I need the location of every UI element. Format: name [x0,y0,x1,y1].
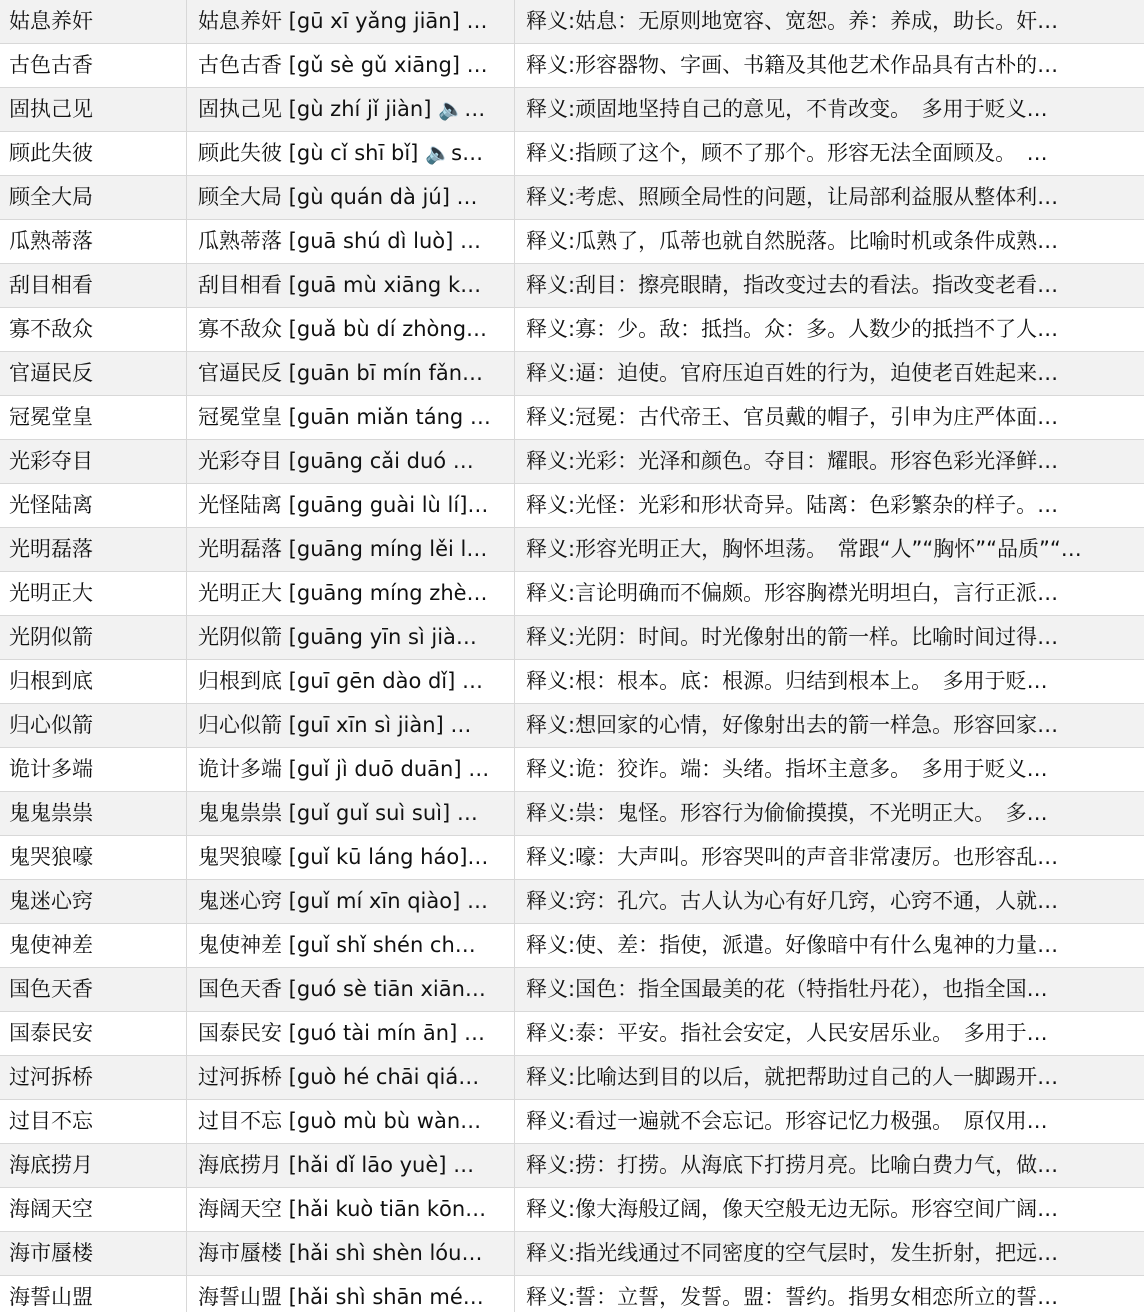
idiom-cell[interactable]: 过河拆桥 [0,1056,187,1099]
table-row[interactable] [0,616,1144,660]
idiom-cell[interactable]: 顾此失彼 [0,132,187,175]
table-row[interactable] [0,792,1144,836]
meaning-cell[interactable]: 释义:逼：迫使。官府压迫百姓的行为，迫使老百姓起来… [526,361,1059,385]
pinyin-cell[interactable]: 姑息养奸 [gū xī yǎng jiān] … [187,0,515,43]
meaning-cell[interactable]: 释义:瓜熟了，瓜蒂也就自然脱落。比喻时机或条件成熟… [526,229,1059,253]
table-row[interactable] [0,1188,1144,1232]
pinyin-cell[interactable]: 鬼迷心窍 [guǐ mí xīn qiào] … [187,880,515,923]
idiom-cell[interactable]: 鬼哭狼嚎 [0,836,187,879]
table-row[interactable] [0,880,1144,924]
meaning-cell[interactable]: 释义:指顾了这个，顾不了那个。形容无法全面顾及。 … [526,141,1048,165]
pinyin-cell[interactable]: 光彩夺目 [guāng cǎi duó … [187,440,515,483]
pinyin-cell[interactable]: 光阴似箭 [guāng yīn sì jià… [187,616,515,659]
idiom-cell[interactable]: 海底捞月 [0,1144,187,1187]
pinyin-cell[interactable]: 鬼使神差 [guǐ shǐ shén ch… [187,924,515,967]
pinyin-cell[interactable]: 官逼民反 [guān bī mín fǎn… [187,352,515,395]
idiom-cell[interactable]: 光阴似箭 [0,616,187,659]
pinyin-cell[interactable]: 过河拆桥 [guò hé chāi qiá… [187,1056,515,1099]
pinyin-cell[interactable]: 瓜熟蒂落 [guā shú dì luò] … [187,220,515,263]
table-row[interactable] [0,0,1144,44]
table-row[interactable] [0,572,1144,616]
meaning-cell[interactable]: 释义:诡：狡诈。端：头绪。指坏主意多。 多用于贬义… [526,757,1048,781]
pinyin-cell[interactable]: 海阔天空 [hǎi kuò tiān kōn… [187,1188,515,1231]
pinyin-cell[interactable]: 刮目相看 [guā mù xiāng k… [187,264,515,307]
meaning-cell[interactable]: 释义:寡：少。敌：抵挡。众：多。人数少的抵挡不了人… [526,317,1059,341]
meaning-cell[interactable]: 释义:光怪：光彩和形状奇异。陆离：色彩繁杂的样子。… [526,493,1059,517]
pinyin-cell[interactable]: 顾此失彼 [gù cǐ shī bǐ] 🔈s… [187,132,515,175]
idiom-cell[interactable]: 冠冕堂皇 [0,396,187,439]
pinyin-cell[interactable]: 鬼鬼祟祟 [guǐ guǐ suì suì] … [187,792,515,835]
table-row[interactable] [0,968,1144,1012]
pinyin-cell[interactable]: 光明正大 [guāng míng zhè… [187,572,515,615]
meaning-cell[interactable]: 释义:想回家的心情，好像射出去的箭一样急。形容回家… [526,713,1059,737]
pinyin-cell[interactable]: 光明磊落 [guāng míng lěi l… [187,528,515,571]
pinyin-cell[interactable]: 过目不忘 [guò mù bù wàn… [187,1100,515,1143]
table-row[interactable] [0,1012,1144,1056]
pinyin-cell[interactable]: 海誓山盟 [hǎi shì shān mé… [187,1276,515,1312]
table-row[interactable] [0,176,1144,220]
idiom-cell[interactable]: 瓜熟蒂落 [0,220,187,263]
idiom-cell[interactable]: 姑息养奸 [0,0,187,43]
idiom-cell[interactable]: 刮目相看 [0,264,187,307]
pinyin-cell[interactable]: 鬼哭狼嚎 [guǐ kū láng háo]… [187,836,515,879]
meaning-cell[interactable]: 释义:冠冕：古代帝王、官员戴的帽子，引申为庄严体面… [526,405,1059,429]
meaning-cell[interactable]: 释义:比喻达到目的以后，就把帮助过自己的人一脚踢开… [526,1065,1059,1089]
pinyin-cell[interactable]: 古色古香 [gǔ sè gǔ xiāng] … [187,44,515,87]
meaning-cell[interactable]: 释义:姑息：无原则地宽容、宽恕。养：养成，助长。奸… [526,9,1059,33]
pinyin-cell[interactable]: 国泰民安 [guó tài mín ān] … [187,1012,515,1055]
idiom-cell[interactable]: 国色天香 [0,968,187,1011]
pinyin-cell[interactable]: 冠冕堂皇 [guān miǎn táng … [187,396,515,439]
table-row[interactable] [0,44,1144,88]
idiom-cell[interactable]: 国泰民安 [0,1012,187,1055]
meaning-cell[interactable]: 释义:顽固地坚持自己的意见，不肯改变。 多用于贬义… [526,97,1048,121]
pinyin-cell[interactable]: 归根到底 [guī gēn dào dǐ] … [187,660,515,703]
table-row[interactable] [0,440,1144,484]
meaning-cell[interactable]: 释义:考虑、照顾全局性的问题，让局部利益服从整体利… [526,185,1059,209]
meaning-cell[interactable]: 释义:刮目：擦亮眼睛，指改变过去的看法。指改变老看… [526,273,1059,297]
meaning-cell[interactable]: 释义:捞：打捞。从海底下打捞月亮。比喻白费力气，做… [526,1153,1059,1177]
idiom-cell[interactable]: 光彩夺目 [0,440,187,483]
table-row[interactable] [0,352,1144,396]
table-row[interactable] [0,704,1144,748]
meaning-cell[interactable]: 释义:指光线通过不同密度的空气层时，发生折射，把远… [526,1241,1059,1265]
table-row[interactable] [0,1100,1144,1144]
idiom-cell[interactable]: 鬼使神差 [0,924,187,967]
pinyin-cell[interactable]: 固执己见 [gù zhí jǐ jiàn] 🔈… [187,88,515,131]
idiom-cell[interactable]: 光明磊落 [0,528,187,571]
pinyin-cell[interactable]: 寡不敌众 [guǎ bù dí zhòng… [187,308,515,351]
idiom-cell[interactable]: 鬼迷心窍 [0,880,187,923]
meaning-cell[interactable]: 释义:窍：孔穴。古人认为心有好几窍，心窍不通，人就… [526,889,1059,913]
meaning-cell[interactable]: 释义:看过一遍就不会忘记。形容记忆力极强。 原仅用… [526,1109,1048,1133]
meaning-cell[interactable]: 释义:言论明确而不偏颇。形容胸襟光明坦白，言行正派… [526,581,1059,605]
meaning-cell[interactable]: 释义:根：根本。底：根源。归结到根本上。 多用于贬… [526,669,1048,693]
idiom-cell[interactable]: 光明正大 [0,572,187,615]
table-row[interactable] [0,264,1144,308]
meaning-cell[interactable]: 释义:泰：平安。指社会安定，人民安居乐业。 多用于… [526,1021,1048,1045]
idiom-cell[interactable]: 过目不忘 [0,1100,187,1143]
table-row[interactable] [0,1276,1144,1312]
idiom-cell[interactable]: 寡不敌众 [0,308,187,351]
table-row[interactable] [0,836,1144,880]
pinyin-cell[interactable]: 海底捞月 [hǎi dǐ lāo yuè] … [187,1144,515,1187]
idiom-cell[interactable]: 归心似箭 [0,704,187,747]
meaning-cell[interactable]: 释义:嚎：大声叫。形容哭叫的声音非常凄厉。也形容乱… [526,845,1059,869]
idiom-cell[interactable]: 鬼鬼祟祟 [0,792,187,835]
pinyin-cell[interactable]: 国色天香 [guó sè tiān xiān… [187,968,515,1011]
table-row[interactable] [0,1056,1144,1100]
idiom-cell[interactable]: 固执己见 [0,88,187,131]
idiom-cell[interactable]: 古色古香 [0,44,187,87]
table-row[interactable] [0,396,1144,440]
idiom-cell[interactable]: 海誓山盟 [0,1276,187,1312]
table-row[interactable] [0,484,1144,528]
idiom-cell[interactable]: 光怪陆离 [0,484,187,527]
table-row[interactable] [0,660,1144,704]
idiom-cell[interactable]: 归根到底 [0,660,187,703]
table-row[interactable] [0,308,1144,352]
meaning-cell[interactable]: 释义:光彩：光泽和颜色。夺目：耀眼。形容色彩光泽鲜… [526,449,1059,473]
table-row[interactable] [0,748,1144,792]
table-row[interactable] [0,132,1144,176]
table-row[interactable] [0,1144,1144,1188]
table-row[interactable] [0,528,1144,572]
pinyin-cell[interactable]: 诡计多端 [guǐ jì duō duān] … [187,748,515,791]
meaning-cell[interactable]: 释义:誓：立誓，发誓。盟：誓约。指男女相恋所立的誓… [526,1285,1059,1309]
pinyin-cell[interactable]: 顾全大局 [gù quán dà jú] … [187,176,515,219]
meaning-cell[interactable]: 释义:使、差：指使，派遣。好像暗中有什么鬼神的力量… [526,933,1059,957]
meaning-cell[interactable]: 释义:形容器物、字画、书籍及其他艺术作品具有古朴的… [526,53,1059,77]
table-row[interactable] [0,88,1144,132]
table-row[interactable] [0,1232,1144,1276]
idiom-cell[interactable]: 顾全大局 [0,176,187,219]
meaning-cell[interactable]: 释义:光阴：时间。时光像射出的箭一样。比喻时间过得… [526,625,1059,649]
table-row[interactable] [0,220,1144,264]
idiom-cell[interactable]: 海市蜃楼 [0,1232,187,1275]
idiom-cell[interactable]: 诡计多端 [0,748,187,791]
pinyin-cell[interactable]: 归心似箭 [guī xīn sì jiàn] … [187,704,515,747]
meaning-cell[interactable]: 释义:像大海般辽阔，像天空般无边无际。形容空间广阔… [526,1197,1059,1221]
table-row[interactable] [0,924,1144,968]
pinyin-cell[interactable]: 海市蜃楼 [hǎi shì shèn lóu… [187,1232,515,1275]
idiom-cell[interactable]: 官逼民反 [0,352,187,395]
meaning-cell[interactable]: 释义:祟：鬼怪。形容行为偷偷摸摸，不光明正大。 多… [526,801,1048,825]
idiom-cell[interactable]: 海阔天空 [0,1188,187,1231]
meaning-cell[interactable]: 释义:形容光明正大，胸怀坦荡。 常跟“人”“胸怀”“品质”“… [526,537,1082,561]
pinyin-cell[interactable]: 光怪陆离 [guāng guài lù lí]… [187,484,515,527]
meaning-cell[interactable]: 释义:国色：指全国最美的花（特指牡丹花），也指全国… [526,977,1048,1001]
